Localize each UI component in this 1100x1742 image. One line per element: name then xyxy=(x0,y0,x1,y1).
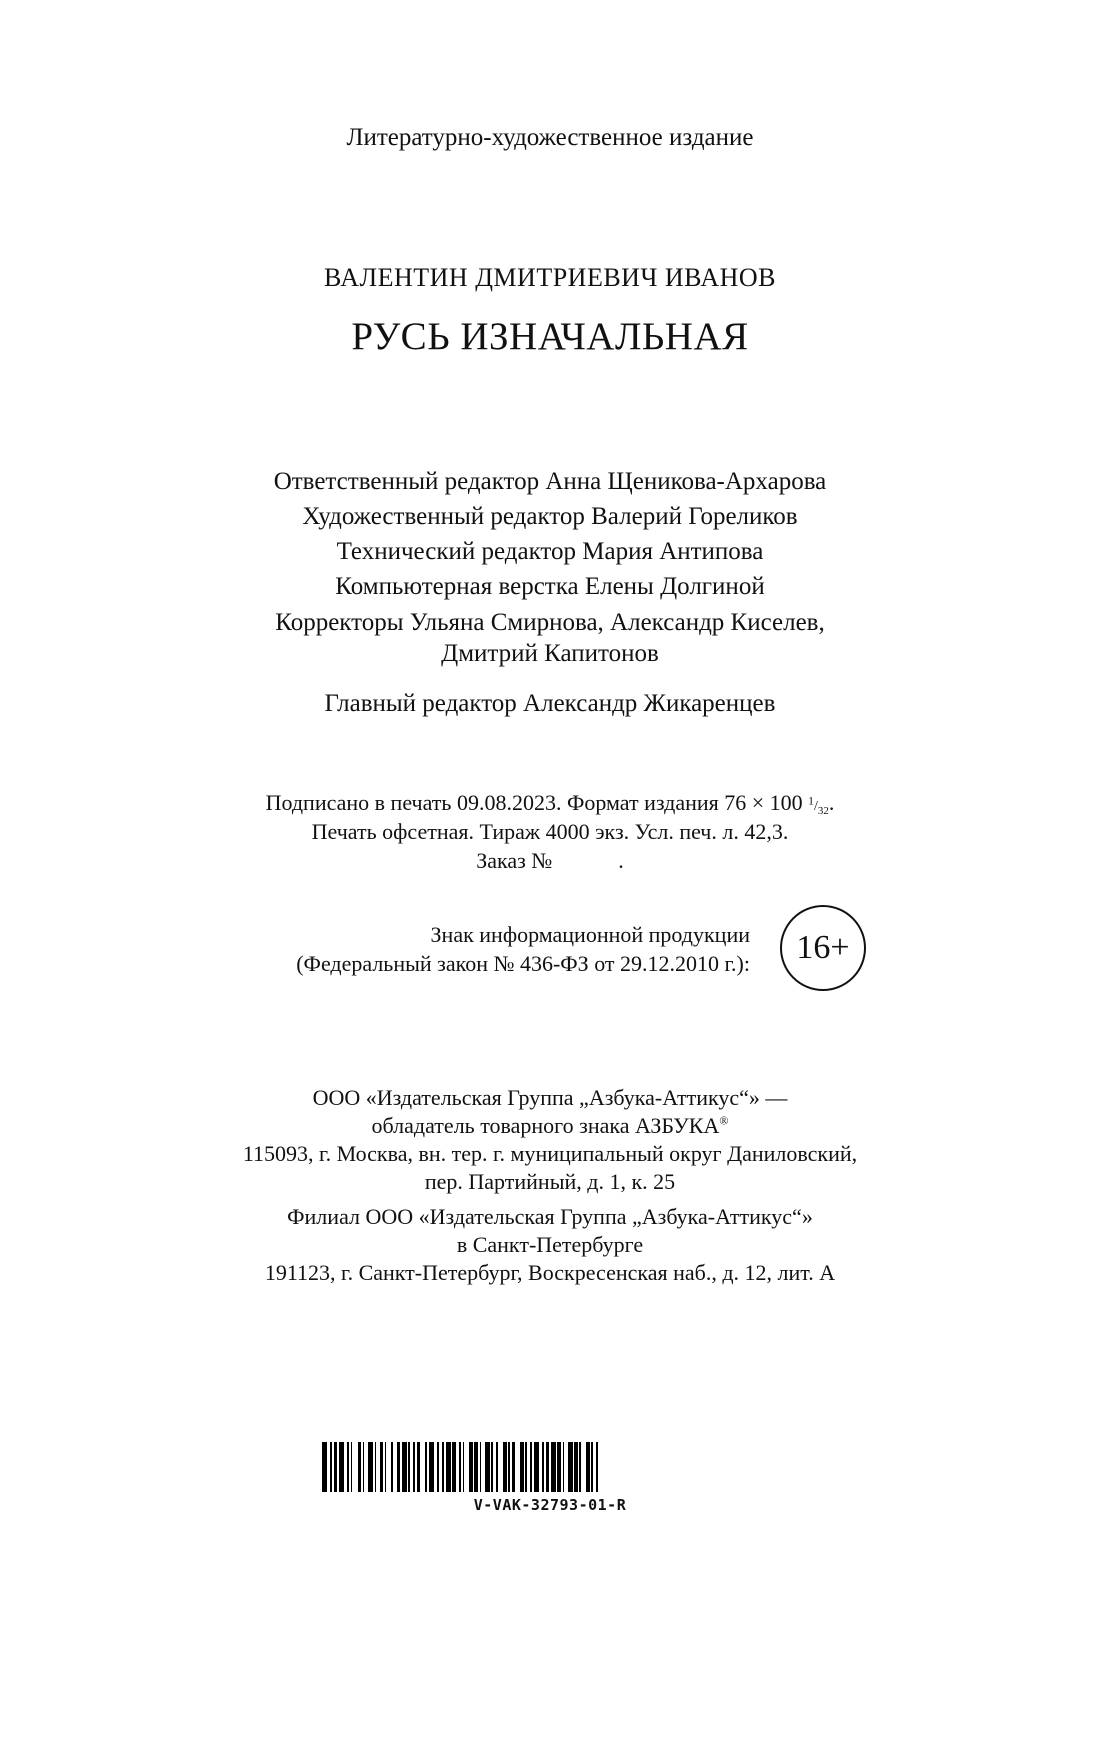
publisher-line: ООО «Издательская Группа „Азбука-Аттикус“» — xyxy=(312,1085,788,1110)
info-sign-line: Знак информационной продукции xyxy=(430,922,750,947)
fraction-numerator: 1 xyxy=(808,794,814,808)
book-title: РУСЬ ИЗНАЧАЛЬНАЯ xyxy=(351,315,749,358)
edition-type: Литературно-художественное издание xyxy=(346,124,754,151)
info-sign-label xyxy=(240,920,750,978)
order-number-line: Заказ № . xyxy=(476,848,624,873)
barcode-graphic xyxy=(322,1442,822,1492)
author-name: ВАЛЕНТИН ДМИТРИЕВИЧ ИВАНОВ xyxy=(323,263,776,292)
credit-line: Технический редактор Мария Антипова xyxy=(336,538,764,565)
registered-mark: ® xyxy=(719,1113,729,1128)
age-rating-badge: 16+ xyxy=(780,905,866,991)
chief-editor-line: Главный редактор Александр Жикаренцев xyxy=(324,690,776,717)
print-format-text: Подписано в печать 09.08.2023. Формат издания 76 × 100 xyxy=(265,790,809,815)
credit-line: Ответственный редактор Анна Щеникова-Архарова xyxy=(273,468,827,495)
format-fraction: $^1/_{32}$ xyxy=(808,794,829,817)
trademark-line xyxy=(0,1113,1100,1139)
credit-line: Дмитрий Капитонов xyxy=(441,640,659,667)
barcode-code: V-VAK-32793-01-R xyxy=(473,1496,627,1514)
credit-line: Компьютерная верстка Елены Долгиной xyxy=(335,573,765,600)
branch-line: Филиал ООО «Издательская Группа „Азбука-Аттикус“» xyxy=(287,1204,813,1229)
info-sign-law-line: (Федеральный закон № 436-ФЗ от 29.12.2010 г.): xyxy=(296,951,750,976)
barcode-bar xyxy=(598,1442,603,1492)
trademark-text: обладатель товарного знака АЗБУКА xyxy=(371,1113,720,1138)
fraction-denominator: 32 xyxy=(817,804,829,817)
publisher-address-line: пер. Партийный, д. 1, к. 25 xyxy=(424,1169,676,1194)
publisher-address-line: 115093, г. Москва, вн. тер. г. муниципальный округ Даниловский, xyxy=(242,1141,858,1166)
print-format-suffix: . xyxy=(828,790,835,815)
credit-line: Художественный редактор Валерий Гореликов xyxy=(302,503,798,530)
credit-line: Корректоры Ульяна Смирнова, Александр Киселев, xyxy=(275,609,825,636)
print-run-line: Печать офсетная. Тираж 4000 экз. Усл. печ. л. 42,3. xyxy=(311,819,789,844)
branch-city-line: в Санкт-Петербурге xyxy=(456,1232,644,1257)
branch-address-line: 191123, г. Санкт-Петербург, Воскресенская наб., д. 12, лит. А xyxy=(264,1260,836,1285)
print-format-line xyxy=(0,790,1100,817)
